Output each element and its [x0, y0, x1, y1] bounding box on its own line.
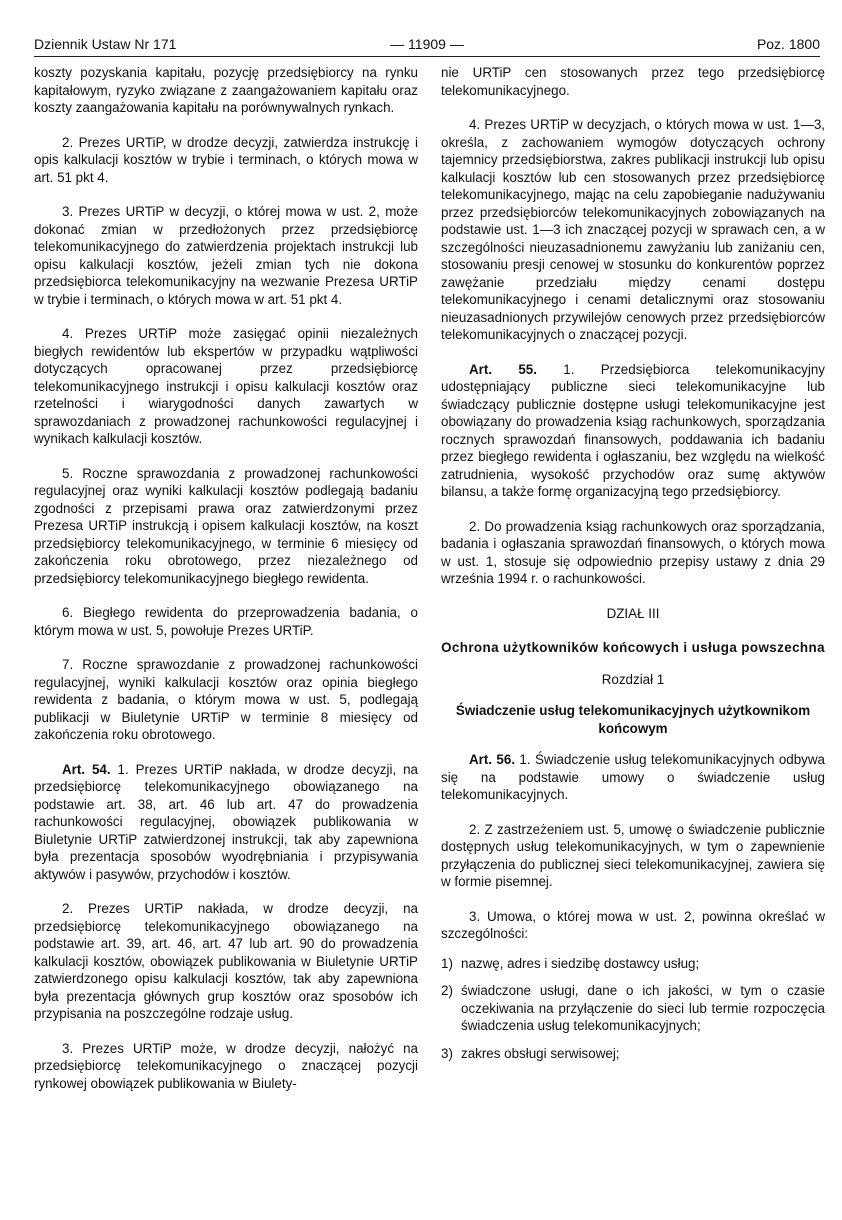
right-column — [441, 64, 825, 1072]
article-text: 1. Świadczenie usług telekomunikacyjnych odbywa się na podstawie umowy o świadczenie usług telekomunikacyjnych. — [441, 752, 825, 802]
paragraph: 2. Do prowadzenia ksiąg rachunkowych oraz sporządzania, badania i ogłaszania sprawozdań finansowych, o których mowa w ust. 1, stosuje się odpowiednio przepisy ustawy z dnia 29 września 1994 r. o rachunkowości. — [441, 518, 825, 586]
paragraph: 6. Biegłego rewidenta do przeprowadzenia badania, o którym mowa w ust. 5, powołuje Prezes URTiP. — [34, 605, 418, 638]
list-text: zakres obsługi serwisowej; — [461, 1045, 620, 1061]
article-label: Art. 54. — [62, 761, 111, 777]
article-label: Art. 55. — [469, 361, 537, 377]
paragraph: 4. Prezes URTiP w decyzjach, o których mowa w ust. 1—3, określa, z zachowaniem wymogów dotyczących ochrony tajemnicy przedsiębiorstwa, zakres publikacji instrukcji lub opisu kalkulacji kosztów lub cen stosowanych przez przedsiębiorcę telekomunikacyjnego, mając na celu zapobieganie nadużywaniu przez przedsiębiorców telekomunikacyjnych zobowiązanych na podstawie ust. 1—3 ich znaczącej pozycji w sprawach cen, a w szczególności nieuzasadnionemu zawyżaniu lub zaniżaniu cen, stosowaniu presji cenowej w stosunku do konkurentów poprzez zawężanie przedziału między cenami dostępu telekomunikacyjnego i cenami detalicznymi oraz stosowaniu nieuzasadnionych przywilejów cenowych przez przedsiębiorców telekomunikacyjnych o znaczącej pozycji. — [441, 117, 825, 342]
list-item — [441, 982, 825, 1035]
paragraph: 2. Prezes URTiP, w drodze decyzji, zatwierdza instrukcję i opis kalkulacji kosztów w trybie i terminach, o których mowa w art. 51 pkt 4. — [34, 134, 418, 185]
article-text: 1. Prezes URTiP nakłada, w drodze decyzji, na przedsiębiorcę telekomunikacyjnego obowiązanego na podstawie art. 38, art. 46 lub art. 47 do prowadzenia rachunkowości regulacyjnej, obowiązek publikowania w Biuletynie URTiP zatwierdzonej instrukcji, tak aby zapewniona była prezentacja sposobów wyodrębniania i przypisywania aktywów i pasywów, przychodów i kosztów. — [34, 761, 418, 882]
paragraph: 3. Umowa, o której mowa w ust. 2, powinna określać w szczególności: — [441, 908, 825, 941]
article-55-paragraph — [441, 361, 825, 501]
list-text: świadczone usługi, dane o ich jakości, w tym o czasie oczekiwania na przyłączenie do sieci lub termie rozpoczęcia świadczenia usług telekomunikacyjnych; — [461, 983, 825, 1033]
section-title: DZIAŁ III — [606, 605, 660, 621]
section-heading: Ochrona użytkowników końcowych i usługa powszechna — [441, 640, 825, 655]
left-column — [34, 64, 418, 1109]
article-56-paragraph — [441, 751, 825, 804]
chapter-heading: Świadczenie usług telekomunikacyjnych użytkownikom końcowym — [455, 703, 811, 736]
paragraph: 4. Prezes URTiP może zasięgać opinii niezależnych biegłych rewidentów lub ekspertów w przypadku wątpliwości dotyczących opracowanej przez przedsiębiorcę telekomunikacyjnego instrukcji i opisu kalkulacji kosztów oraz rzetelności i wiarygodności danych zawartych w sprawozdaniach z prowadzonej rachunkowości regulacyjnej i wynikach kalkulacji kosztów. — [34, 326, 418, 446]
journal-title: Dziennik Ustaw Nr 171 — [34, 36, 177, 52]
chapter-title: Rozdział 1 — [601, 671, 665, 687]
list-number: 1) — [441, 955, 453, 971]
paragraph: 3. Prezes URTiP w decyzji, o której mowa w ust. 2, może dokonać zmian w przedłożonych przez przedsiębiorcę telekomunikacyjnego do zatwierdzenia projektach instrukcji lub opisu kalkulacji kosztów, jeżeli zmian tych nie dokona przedsiębiorca telekomunikacyjny na wezwanie Prezesa URTiP w trybie i terminach, o których mowa w art. 51 pkt 4. — [34, 204, 418, 307]
paragraph: 2. Z zastrzeżeniem ust. 5, umowę o świadczenie publicznie dostępnych usług telekomunikacyjnych, w tym o zapewnienie przyłączenia do publicznej sieci telekomunikacyjnej, zawiera się w formie pisemnej. — [441, 821, 825, 889]
paragraph: koszty pozyskania kapitału, pozycję przedsiębiorcy na rynku kapitałowym, ryzyko związane z zaangażowaniem kapitału oraz koszty zaangażowania kapitału na porównywalnych rynkach. — [34, 65, 418, 115]
article-label: Art. 56. — [469, 752, 516, 767]
paragraph: 2. Prezes URTiP nakłada, w drodze decyzji, na przedsiębiorcę telekomunikacyjnego obowiązanego na podstawie art. 39, art. 46, art. 47 lub art. 90 do prowadzenia kalkulacji kosztów, obowiązek publikowania w Biuletynie URTiP zatwierdzonego opisu kalkulacji kosztów, tak aby zapewniona była prezentacja głównych grup kosztów oraz sposobów ich przypisania na poszczególne rodzaje usług. — [34, 901, 418, 1021]
header-rule — [34, 56, 820, 57]
list-number: 3) — [441, 1045, 453, 1061]
paragraph: 3. Prezes URTiP może, w drodze decyzji, nałożyć na przedsiębiorcę telekomunikacyjnego o znaczącej pozycji rynkowej obowiązek publikowania w Biulety- — [34, 1040, 418, 1091]
paragraph: nie URTiP cen stosowanych przez tego przedsiębiorcę telekomunikacyjnego. — [441, 65, 825, 98]
position-number: Poz. 1800 — [756, 36, 820, 52]
list-number: 2) — [441, 983, 453, 998]
paragraph: 5. Roczne sprawozdania z prowadzonej rachunkowości regulacyjnej oraz wyniki kalkulacji kosztów podlegają badaniu zgodności z przepisami prawa oraz zatwierdzonymi przez Prezesa URTiP instrukcją i opisem kalkulacji kosztów, na koszt przedsiębiorcy telekomunikacyjnego, w terminie 6 miesięcy od zakończenia roku obrotowego, przez niezależnego od przedsiębiorcy telekomunikacyjnego biegłego rewidenta. — [34, 465, 418, 586]
page-number: — 11909 — — [390, 36, 464, 52]
list-text: nazwę, adres i siedzibę dostawcy usług; — [461, 955, 700, 971]
article-text: 1. Przedsiębiorca telekomunikacyjny udostępniający publiczne sieci telekomunikacyjne lub świadczący publicznie dostępne usługi telekomunikacyjne jest obowiązany do prowadzenia ksiąg rachunkowych, sporządzania rocznych sprawozdań finansowych, poddawania ich badaniu przez biegłego rewidenta i ogłaszaniu, bez względu na wielkość zatrudnienia, wysokość przychodów oraz sumę aktywów bilansu, a także formę organizacyjną tego przedsiębiorcy. — [441, 361, 825, 499]
list-item — [441, 1045, 825, 1063]
paragraph: 7. Roczne sprawozdanie z prowadzonej rachunkowości regulacyjnej, wyniki kalkulacji kosztów oraz opinia biegłego rewidenta z badania, o którym mowa w ust. 5, podlegają publikacji w Biuletynie URTiP w terminie 8 miesięcy od zakończenia roku obrotowego. — [34, 657, 418, 742]
article-54-paragraph — [34, 761, 418, 884]
list-item — [441, 955, 825, 973]
